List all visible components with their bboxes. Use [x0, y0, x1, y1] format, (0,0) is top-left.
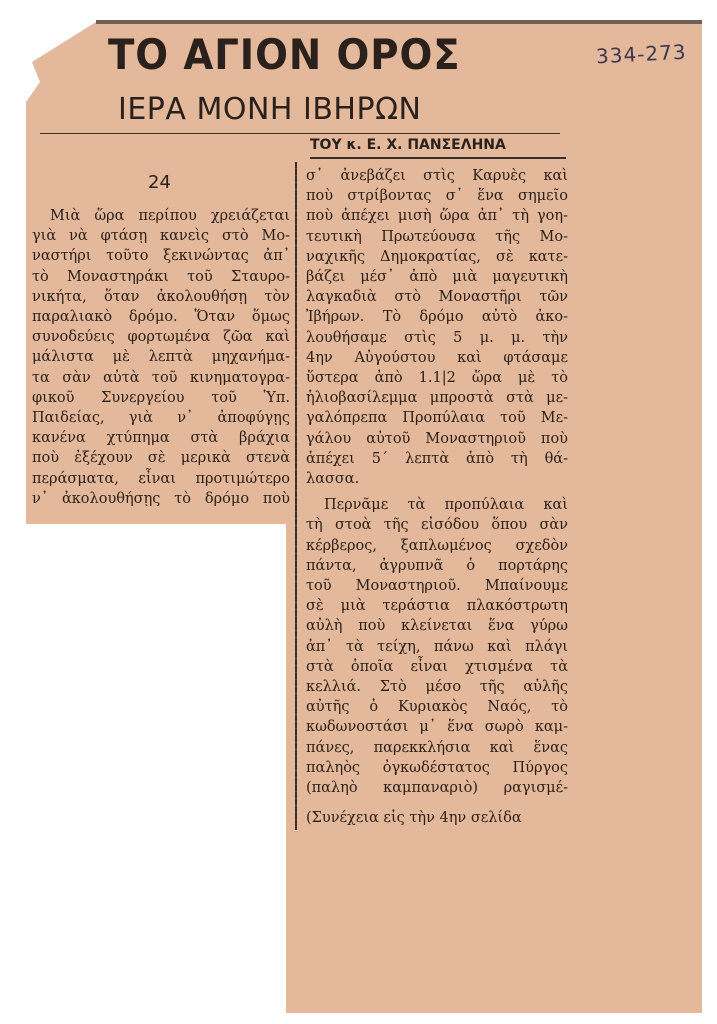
text-line: τὸ Μοναστηράκι τοῦ Σταυρο-: [32, 268, 290, 285]
installment-number: 24: [148, 172, 171, 193]
text-line: ὕστερα ἀπὸ 1.1|2 ὥρα μὲ τὸ: [306, 370, 568, 387]
text-line: ἡλιοβασίλεμμα μπροστὰ στὰ με-: [306, 390, 568, 407]
text-line: Ἰβήρων. Τὸ δρόμο αὐτὸ ἀκο-: [306, 309, 568, 326]
text-line: ν᾿ ἀκολουθήσῃς τὸ δρόμο ποὺ: [32, 490, 290, 507]
text-line: συνοδεύεις φορτωμένα ζῶα καὶ: [32, 329, 290, 346]
text-line: Μιὰ ὥρα περίπου χρειάζεται: [50, 208, 290, 224]
text-line: κέρβερος, ξαπλωμένος σχεδὸν: [306, 537, 568, 554]
text-line: ναστήρι τοῦτο ξεκινώντας ἀπ᾿: [32, 248, 290, 265]
byline-underline: [310, 157, 566, 159]
text-line: γιὰ νὰ φτάσῃ κανεὶς στὸ Μο-: [32, 228, 290, 245]
column-divider: [295, 162, 297, 830]
text-line: παληὸς ὀγκωδέστατος Πύργος: [306, 759, 568, 776]
text-line: Περνᾶμε τὰ προπύλαια καὶ: [324, 497, 568, 514]
text-line: νικήτα, ὅταν ἀκολουθήσῃ τὸν: [32, 288, 290, 305]
handwritten-archive-number: 334-273: [595, 39, 688, 69]
text-line: αὐτῆς ὁ Κυριακὸς Ναός, τὸ: [306, 699, 568, 716]
text-line: τα σὰν αὐτὰ τοῦ κινηματογρα-: [32, 369, 290, 386]
text-line: ναχικῆς Δημοκρατίας, σὲ κατε-: [306, 248, 568, 265]
text-line: στὰ ὁποῖα εἶναι χτισμένα τὰ: [306, 658, 568, 675]
continuation-note: (Συνέχεια εἰς τὴν 4ην σελίδα: [306, 810, 522, 827]
clipping-top-edge: [96, 20, 702, 24]
article-title: ΤΟ ΑΓΙΟΝ ΟΡΟΣ: [108, 30, 461, 79]
text-line: ποὺ ἀπέχει μισὴ ὥρα ἀπ᾿ τὴ γοη-: [306, 208, 568, 225]
text-line: κελλιά. Στὸ μέσο τῆς αὐλῆς: [306, 679, 568, 696]
text-line: σὲ μιὰ τεράστια πλακόστρωτη: [306, 598, 568, 615]
title-underline: [40, 133, 560, 134]
text-line: γάλου αὐτοῦ Μοναστηριοῦ ποὺ: [306, 430, 568, 447]
text-line: λασσα.: [306, 471, 360, 488]
text-line: φικοῦ Συνεργείου τοῦ Ὑπ.: [32, 389, 290, 406]
text-line: αὐλὴ ποὺ κλείνεται ἕνα γύρω: [306, 618, 568, 635]
text-line: ποὺ στρίβοντας σ᾿ ἕνα σημεῖο: [306, 188, 568, 205]
text-line: ἀπ᾿ τὰ τείχη, πάνω καὶ πλάγι: [306, 638, 568, 655]
text-line: πάντα, ἀγρυπνᾶ ὁ πορτάρης: [306, 557, 568, 574]
text-line: 4ην Αὐγούστου καὶ φτάσαμε: [306, 349, 568, 366]
text-line: λουθήσαμε στὶς 5 μ. μ. τὴν: [306, 329, 568, 346]
text-line: περάσματα, εἶναι προτιμώτερο: [32, 470, 290, 487]
text-line: κωδωνοστάσι μ᾿ ἕνα σωρὸ καμ-: [306, 719, 568, 736]
text-line: σ᾿ ἀνεβάζει στὶς Καρυὲς καὶ: [306, 168, 568, 184]
text-line: λαγκαδιὰ στὸ Μοναστῆρι τῶν: [306, 289, 568, 306]
text-line: (παληὸ καμπαναριὸ) ραγισμέ-: [306, 780, 568, 797]
text-line: γαλόπρεπα Προπύλαια τοῦ Με-: [306, 410, 568, 427]
author-byline: ΤΟΥ κ. Ε. Χ. ΠΑΝΣΕΛΗΝΑ: [310, 137, 506, 153]
text-line: τὴ στοὰ τῆς εἰσόδου ὅπου σὰν: [306, 517, 568, 534]
text-line: ἀπέχει 5΄ λεπτὰ ἀπὸ τὴ θά-: [306, 450, 568, 467]
text-line: τοῦ Μοναστηριοῦ. Μπαίνουμε: [306, 578, 568, 595]
right-text-column: [306, 166, 568, 829]
article-subtitle: ΙΕΡΑ ΜΟΝΗ ΙΒΗΡΩΝ: [118, 92, 422, 127]
text-line: πάνες, παρεκκλήσια καὶ ἕνας: [306, 739, 568, 756]
text-line: παραλιακὸ δρόμο. Ὅταν ὅμως: [32, 309, 290, 326]
text-line: βάζει μέσ᾿ ἀπὸ μιὰ μαγευτικὴ: [306, 269, 568, 286]
text-line: Παιδείας, γιὰ ν᾿ ἀποφύγῃς: [32, 410, 290, 427]
text-line: τευτικὴ Πρωτεύουσα τῆς Μο-: [306, 228, 568, 245]
text-line: ποὺ ἐξέχουν σὲ μερικὰ στενὰ: [32, 450, 290, 467]
left-text-column: [32, 206, 290, 509]
text-line: κανένα χτύπημα στὰ βράχια: [32, 430, 290, 447]
text-line: μάλιστα μὲ λεπτὰ μηχανήμα-: [32, 349, 290, 366]
